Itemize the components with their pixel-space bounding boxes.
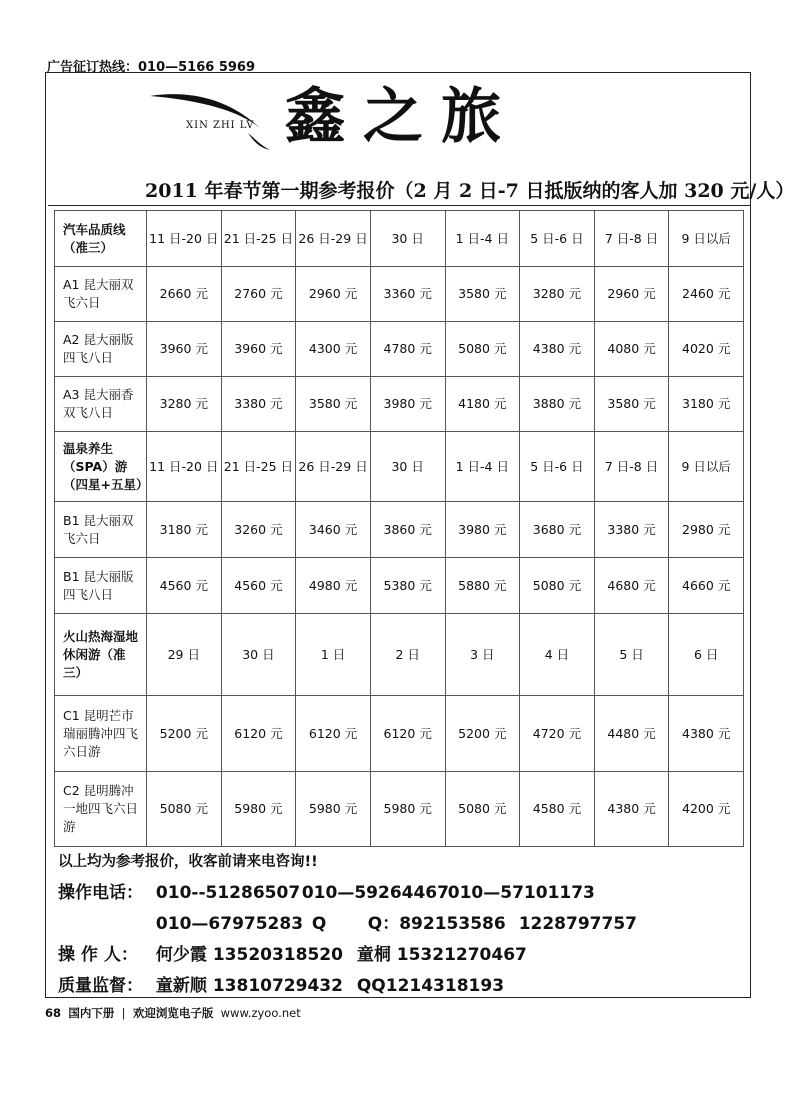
qq-label: Q (311, 914, 327, 934)
price-cell: 4300 元 (296, 322, 371, 377)
price-cell: 3460 元 (296, 502, 371, 558)
price-cell: 4380 元 (594, 772, 669, 847)
price-cell: 3960 元 (221, 322, 296, 377)
date-range-cell: 30 日 (221, 614, 296, 696)
price-cell: 3860 元 (370, 502, 445, 558)
price-cell: 5080 元 (445, 322, 520, 377)
footer-slogan: 欢迎浏览电子版 (132, 1006, 214, 1020)
date-range-cell: 9 日以后 (669, 211, 744, 267)
qq-number: 1228797757 (518, 914, 637, 934)
date-range-cell: 1 日-4 日 (445, 211, 520, 267)
ad-hotline: 广告征订热线：010—5166 5969 (47, 60, 256, 75)
logo-latin-text: XIN ZHI LV (186, 120, 255, 131)
route-name: B1 昆大丽双飞六日 (55, 502, 147, 558)
price-cell: 5080 元 (147, 772, 222, 847)
price-cell: 4380 元 (520, 322, 595, 377)
operator-contact: 童桐 15321270467 (356, 945, 527, 965)
route-name: C2 昆明腾冲一地四飞六日游 (55, 772, 147, 847)
price-cell: 3260 元 (221, 502, 296, 558)
date-range-cell: 6 日 (669, 614, 744, 696)
price-cell: 4200 元 (669, 772, 744, 847)
price-cell: 4720 元 (520, 696, 595, 772)
table-row (55, 696, 744, 772)
date-range-cell: 4 日 (520, 614, 595, 696)
footer-section: 国内下册 (68, 1006, 115, 1020)
phone-line-2 (58, 909, 637, 934)
price-cell: 3380 元 (221, 377, 296, 432)
phone-number: 010—59264467 (301, 883, 449, 903)
price-table (54, 210, 744, 847)
subtitle-divider (48, 205, 751, 206)
price-cell: 6120 元 (221, 696, 296, 772)
operator-line (58, 940, 527, 965)
table-row (55, 377, 744, 432)
date-range-cell: 9 日以后 (669, 432, 744, 502)
route-name: B1 昆大丽版四飞八日 (55, 558, 147, 614)
operator-label: 操 作 人： (58, 945, 138, 965)
price-cell: 5980 元 (370, 772, 445, 847)
qc-contact: 童新顺 13810729432 (155, 976, 343, 996)
price-cell: 3960 元 (147, 322, 222, 377)
price-cell: 3880 元 (520, 377, 595, 432)
price-cell: 3580 元 (594, 377, 669, 432)
price-cell: 2960 元 (296, 267, 371, 322)
date-range-cell: 5 日-6 日 (520, 432, 595, 502)
price-cell: 4080 元 (594, 322, 669, 377)
table-row (55, 558, 744, 614)
route-name: C1 昆明芒市瑞丽腾冲四飞六日游 (55, 696, 147, 772)
price-cell: 4660 元 (669, 558, 744, 614)
table-row (55, 772, 744, 847)
date-range-cell: 21 日-25 日 (221, 432, 296, 502)
price-cell: 3280 元 (520, 267, 595, 322)
phone-number: 010—57101173 (447, 883, 595, 903)
price-cell: 3680 元 (520, 502, 595, 558)
date-range-cell: 11 日-20 日 (147, 432, 222, 502)
price-cell: 4480 元 (594, 696, 669, 772)
qc-line (58, 971, 504, 996)
date-range-cell: 26 日-29 日 (296, 211, 371, 267)
date-range-cell: 30 日 (370, 432, 445, 502)
price-cell: 3180 元 (669, 377, 744, 432)
price-cell: 4980 元 (296, 558, 371, 614)
price-cell: 5980 元 (296, 772, 371, 847)
price-cell: 4780 元 (370, 322, 445, 377)
price-note: 以上均为参考报价，收客前请来电咨询!! (58, 854, 318, 870)
price-cell: 4380 元 (669, 696, 744, 772)
table-row (55, 267, 744, 322)
section-title: 汽车品质线（准三） (55, 211, 147, 267)
phone-number: 010--51286507 (155, 883, 301, 903)
price-cell: 4560 元 (147, 558, 222, 614)
price-cell: 2960 元 (594, 267, 669, 322)
price-cell: 3360 元 (370, 267, 445, 322)
qq-number: Q：892153586 (367, 914, 506, 934)
route-name: A2 昆大丽版四飞八日 (55, 322, 147, 377)
section-title: 火山热海湿地休闲游（准三） (55, 614, 147, 696)
section-title: 温泉养生（SPA）游（四星+五星） (55, 432, 147, 502)
page-footer: 68 国内下册 | 欢迎浏览电子版 www.zyoo.net (45, 1006, 301, 1020)
price-cell: 3380 元 (594, 502, 669, 558)
price-cell: 5980 元 (221, 772, 296, 847)
price-cell: 4680 元 (594, 558, 669, 614)
date-range-cell: 30 日 (370, 211, 445, 267)
price-cell: 3980 元 (445, 502, 520, 558)
price-cell: 5080 元 (445, 772, 520, 847)
phone-label: 操作电话： (58, 883, 143, 903)
page-number: 68 (45, 1006, 62, 1020)
date-range-cell: 2 日 (370, 614, 445, 696)
phone-line-1 (58, 878, 595, 903)
price-subtitle: 2011 年春节第一期参考报价（2 月 2 日-7 日抵版纳的客人加 320 元/人） (145, 180, 795, 202)
price-cell: 2980 元 (669, 502, 744, 558)
date-range-cell: 7 日-8 日 (594, 211, 669, 267)
qc-contact: QQ1214318193 (356, 976, 505, 996)
price-cell: 5080 元 (520, 558, 595, 614)
date-range-cell: 5 日 (594, 614, 669, 696)
price-cell: 2760 元 (221, 267, 296, 322)
price-cell: 4020 元 (669, 322, 744, 377)
price-cell: 5880 元 (445, 558, 520, 614)
price-cell: 4560 元 (221, 558, 296, 614)
route-name: A3 昆大丽香双飞八日 (55, 377, 147, 432)
phone-number: 010—67975283 (155, 914, 304, 934)
price-cell: 3180 元 (147, 502, 222, 558)
price-cell: 6120 元 (296, 696, 371, 772)
date-range-cell: 21 日-25 日 (221, 211, 296, 267)
price-cell: 3580 元 (296, 377, 371, 432)
price-cell: 4580 元 (520, 772, 595, 847)
price-cell: 5380 元 (370, 558, 445, 614)
date-range-cell: 5 日-6 日 (520, 211, 595, 267)
price-cell: 2460 元 (669, 267, 744, 322)
price-cell: 4180 元 (445, 377, 520, 432)
date-range-cell: 7 日-8 日 (594, 432, 669, 502)
qc-label: 质量监督： (58, 976, 143, 996)
price-cell: 3280 元 (147, 377, 222, 432)
date-range-cell: 1 日-4 日 (445, 432, 520, 502)
date-range-cell: 11 日-20 日 (147, 211, 222, 267)
footer-website[interactable]: www.zyoo.net (220, 1006, 301, 1020)
date-range-cell: 1 日 (296, 614, 371, 696)
table-row (55, 502, 744, 558)
section-header-row (55, 432, 744, 502)
price-cell: 6120 元 (370, 696, 445, 772)
route-name: A1 昆大丽双飞六日 (55, 267, 147, 322)
date-range-cell: 3 日 (445, 614, 520, 696)
price-cell: 2660 元 (147, 267, 222, 322)
price-cell: 5200 元 (445, 696, 520, 772)
date-range-cell: 29 日 (147, 614, 222, 696)
price-cell: 3980 元 (370, 377, 445, 432)
price-cell: 3580 元 (445, 267, 520, 322)
operator-contact: 何少霞 13520318520 (155, 945, 343, 965)
logo-title: 鑫之旅 (285, 82, 519, 152)
section-header-row (55, 211, 744, 267)
section-header-row (55, 614, 744, 696)
table-row (55, 322, 744, 377)
date-range-cell: 26 日-29 日 (296, 432, 371, 502)
price-cell: 5200 元 (147, 696, 222, 772)
